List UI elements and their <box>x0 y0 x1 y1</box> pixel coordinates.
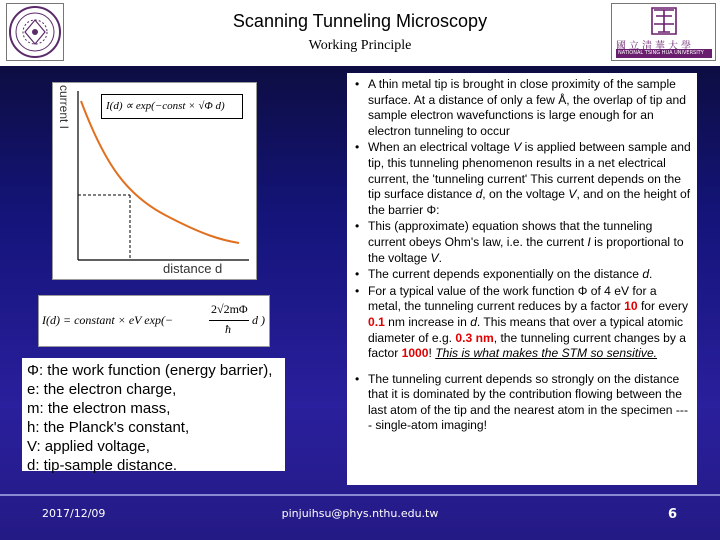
nthu-logo <box>611 3 716 61</box>
page-subtitle: Working Principle <box>308 38 412 53</box>
footer-date: 2017/12/09 <box>42 507 106 520</box>
bullet-item: • When an electrical voltage V is applied between sample and tip, this tunneling phenomenon results in a net electrical current, the 'tunneling current' This current depends on the tip surface distance d, on the voltage V, and on the height of the barrier Φ: <box>353 140 691 218</box>
definition-item: d: tip-sample distance. <box>27 457 178 474</box>
equation-fraction-denominator: ħ <box>225 322 231 336</box>
variable-definitions <box>22 358 285 474</box>
graph-x-label: distance d <box>163 261 223 276</box>
fraction-bar <box>209 320 249 321</box>
bullet-item: • For a typical value of the work function Φ of 4 eV for a metal, the tunneling current reduces by a factor 10 for every 0.1 nm increase in d. This means that over a typical atomic diameter of e.g. 0.3 nm, the tunneling current changes by a factor 1000! This is what makes the STM so sensitive. <box>353 284 691 362</box>
footer-email: pinjuihsu@phys.nthu.edu.tw <box>281 507 439 520</box>
bullet-item: • The tunneling current depends so strongly on the distance that it is dominated by the contribution flowing between the last atom of the tip and the nearest atom in the specimen ---- single-atom imaging! <box>353 372 691 434</box>
bullet-item: • A thin metal tip is brought in close proximity of the sample surface. At a distance of only a few Å, the overlap of tip and sample electron wavefunctions is large enough for an electron tunneling to occur <box>353 77 691 139</box>
bullet-item: • This (approximate) equation shows that the tunneling current obeys Ohm's law, i.e. the current I is proportional to the voltage V. <box>353 219 691 266</box>
nthu-logo-chinese: 國立清華大學 <box>616 41 694 52</box>
page-number: 6 <box>668 507 678 522</box>
current-distance-graph <box>52 82 257 280</box>
footer-divider <box>0 494 720 496</box>
definition-item: Φ: the work function (energy barrier), <box>27 362 273 379</box>
definition-item: h: the Planck's constant, <box>27 419 190 436</box>
explanation-text <box>347 73 697 485</box>
definition-item: m: the electron mass, <box>27 400 171 417</box>
equation-right: d ) <box>252 313 265 327</box>
equation-fraction-numerator: 2√2mΦ <box>211 302 248 316</box>
definition-item: e: the electron charge, <box>27 381 177 398</box>
nthu-logo-caption: NATIONAL TSING HUA UNIVERSITY <box>618 50 704 56</box>
graph-formula: I(d) ∝ exp(−const × √Φ d) <box>101 94 243 119</box>
equation-left: I(d) = constant × eV exp(− <box>42 313 174 327</box>
page-title: Scanning Tunneling Microscopy <box>232 11 488 31</box>
tunneling-current-equation <box>38 295 270 347</box>
slide-header <box>0 0 720 66</box>
graph-y-label: current I <box>57 85 71 130</box>
definition-item: V: applied voltage, <box>27 438 150 455</box>
bullet-item: • The current depends exponentially on the distance d. <box>353 267 691 283</box>
